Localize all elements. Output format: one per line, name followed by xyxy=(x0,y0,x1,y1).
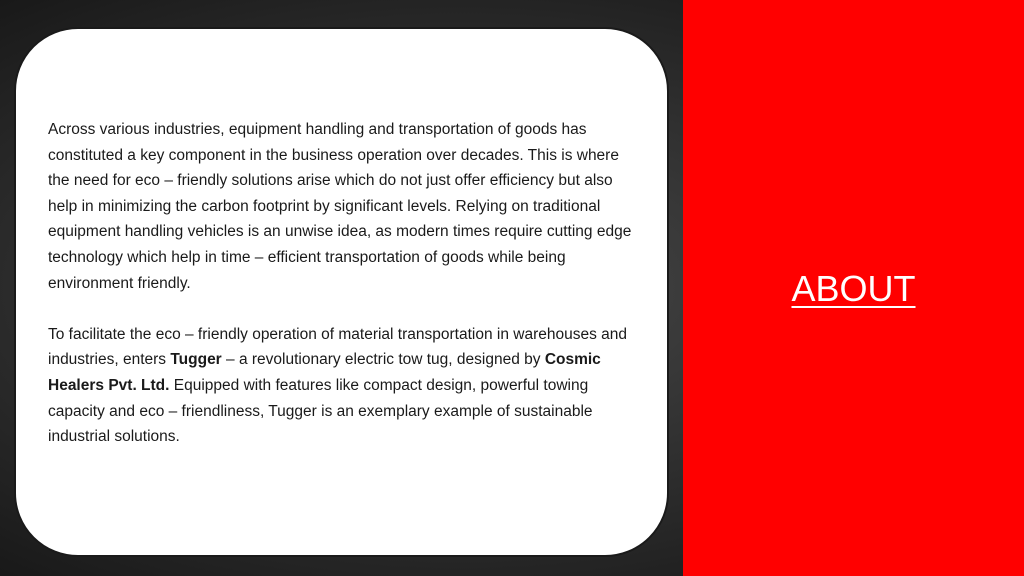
content-card xyxy=(14,27,669,557)
paragraph-tugger xyxy=(48,322,638,450)
product-name: Tugger xyxy=(170,351,222,369)
side-panel xyxy=(683,0,1024,576)
paragraph-tugger-part2: – a revolutionary electric tow tug, designed by xyxy=(221,351,545,369)
section-title: ABOUT xyxy=(791,268,916,309)
paragraph-tugger-part3: Equipped with features like compact design, powerful towing capacity and eco – friendliness, Tugger is an exemplary example of sustainable industrial solutions. xyxy=(48,376,593,446)
company-name: Cosmic Healers Pvt. Ltd. xyxy=(48,351,601,394)
body-text xyxy=(48,117,638,450)
paragraph-intro: Across various industries, equipment handling and transportation of goods has constituted a key component in the business operation over decades. This is where the need for eco – friendly solutions arise which do not just offer efficiency but also help in minimizing the carbon footprint by significant levels. Relying on traditional equipment handling vehicles is an unwise idea, as modern times require cutting edge technology which help in time – efficient transportation of goods while being environment friendly. xyxy=(48,121,632,292)
paragraph-tugger-part1: To facilitate the eco – friendly operation of material transportation in warehouses and industries, enters xyxy=(48,325,628,369)
